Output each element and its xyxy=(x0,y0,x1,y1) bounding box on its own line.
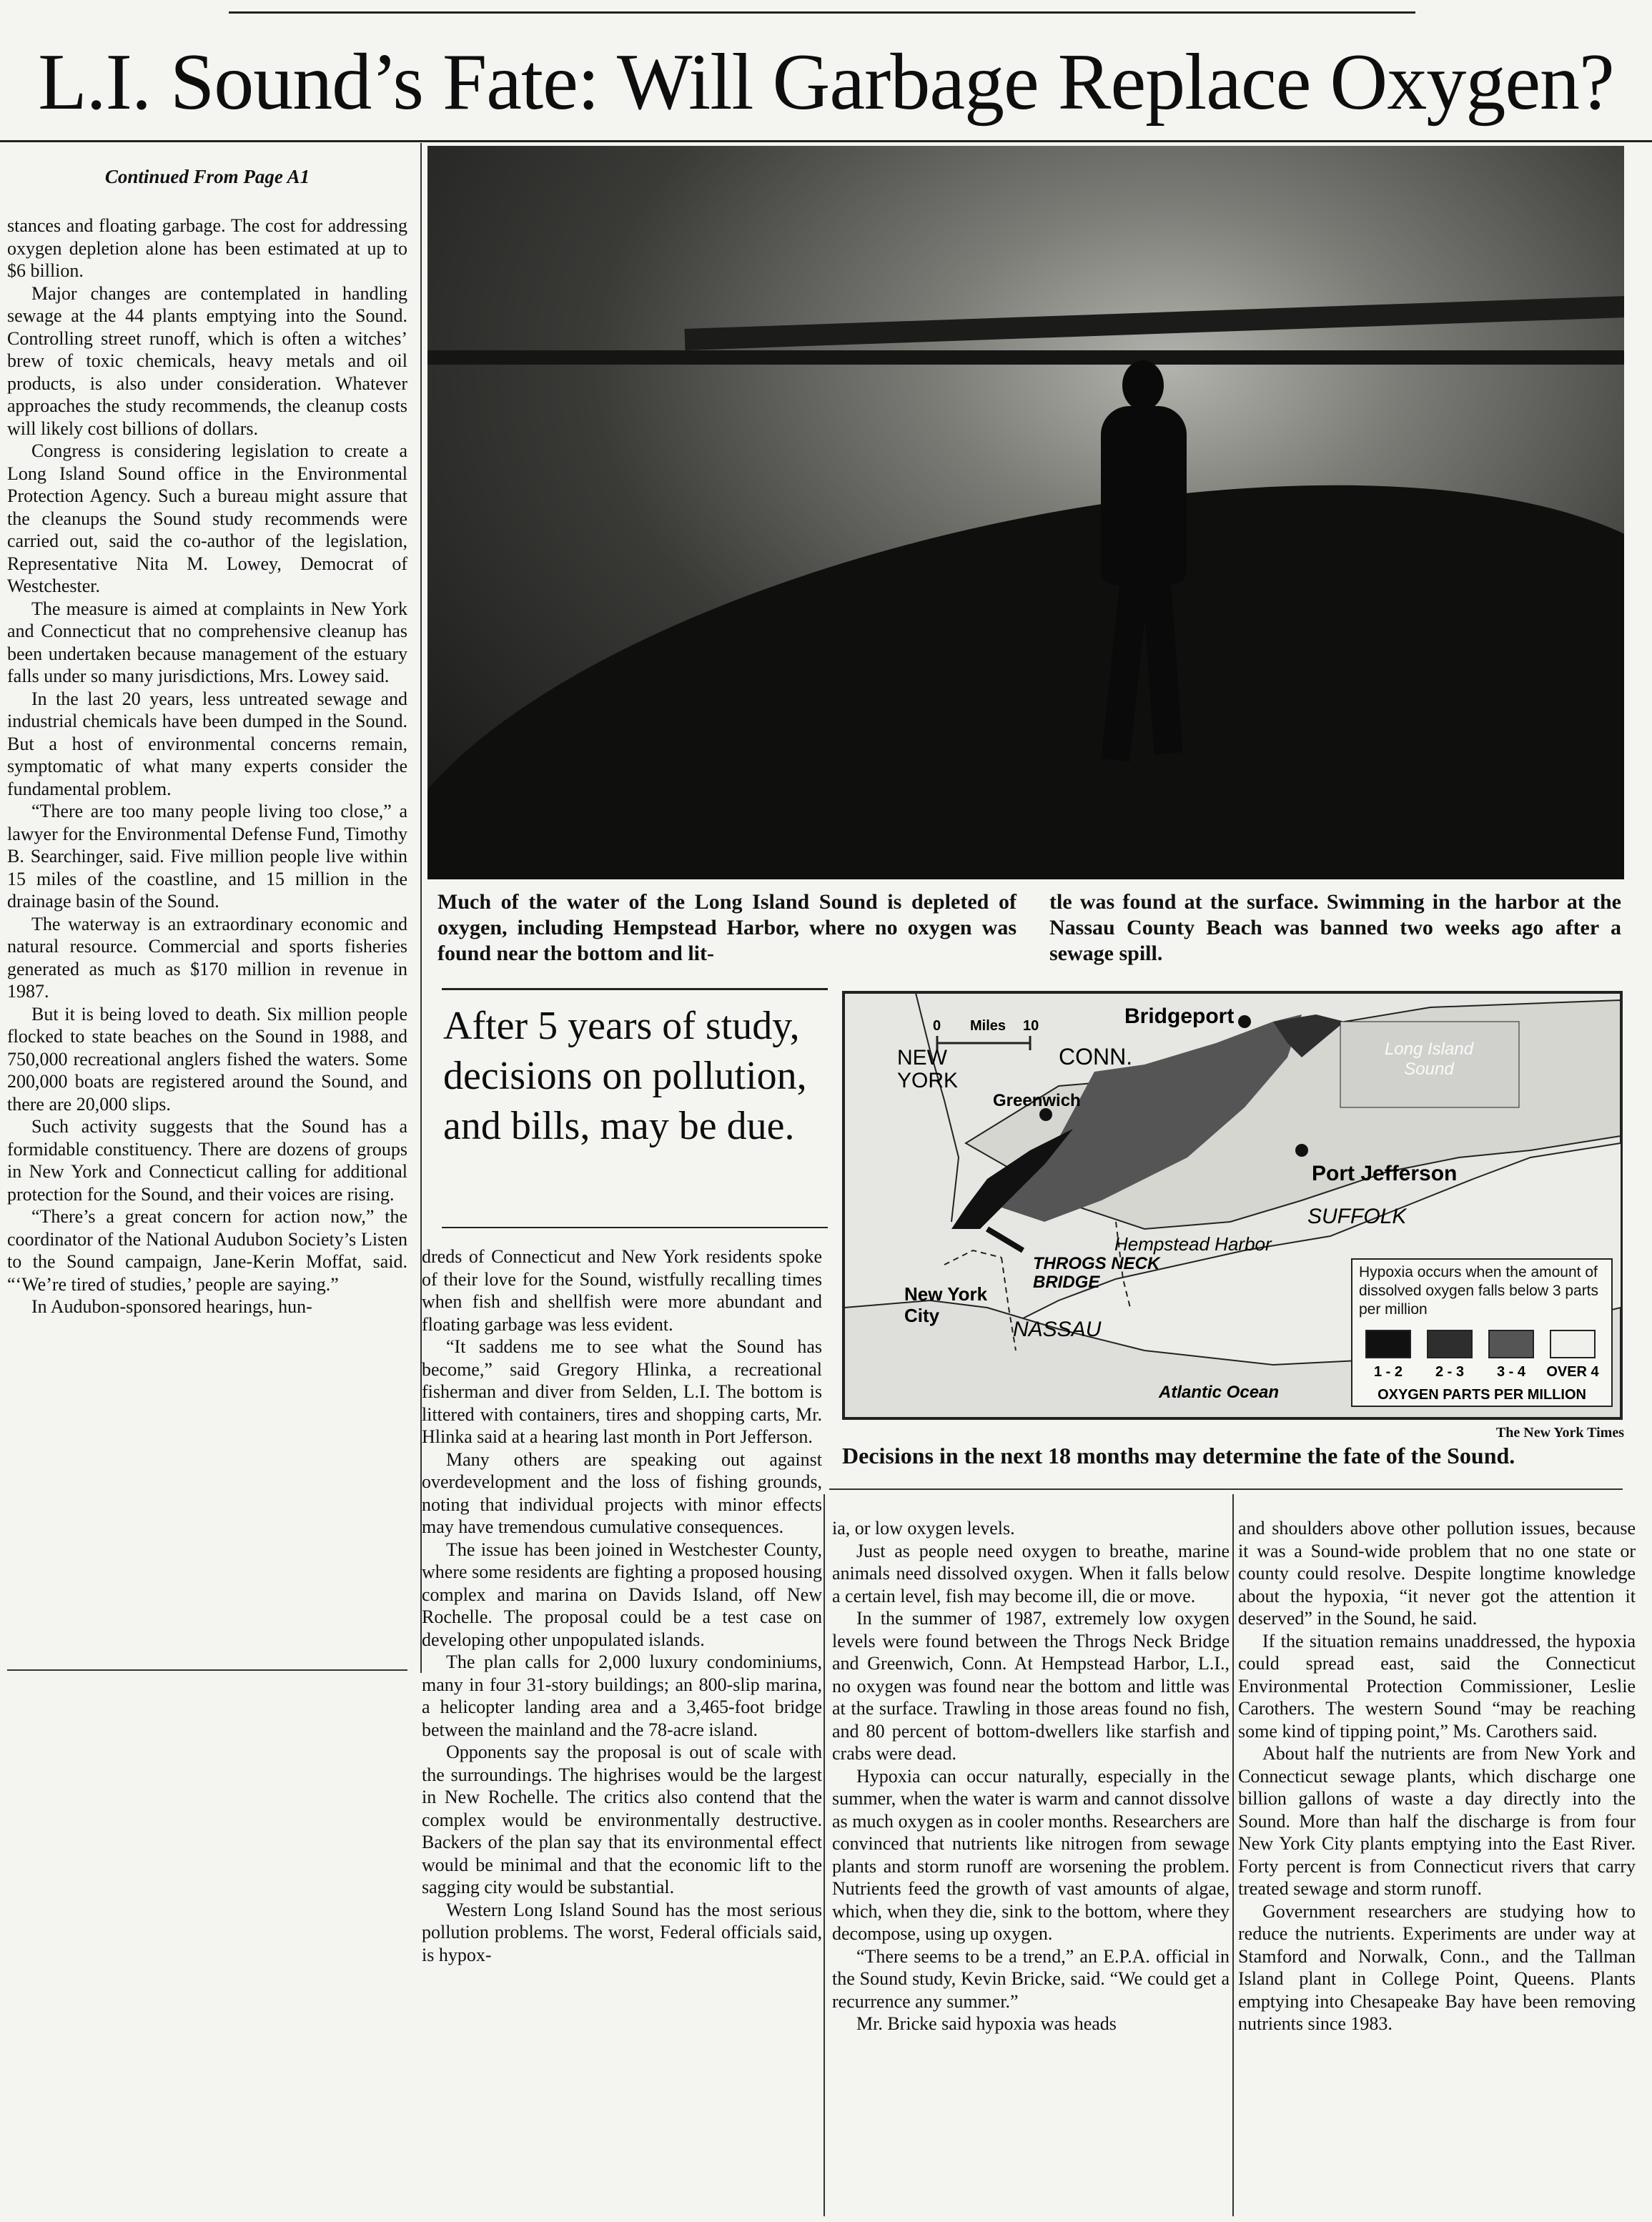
headline: L.I. Sound’s Fate: Will Garbage Replace Oxygen? xyxy=(38,38,1614,127)
pullquote-top-rule xyxy=(442,988,828,990)
photo-caption-right: tle was found at the surface. Swimming in the harbor at the Nassau County Beach was banned two weeks ago after a sewage spill. xyxy=(1049,890,1621,965)
column-rule-3 xyxy=(1232,1494,1234,2216)
legend-range-label: 2 - 3 xyxy=(1435,1364,1465,1380)
col3-p5: “There seems to be a trend,” an E.P.A. official in the Sound study, Kevin Bricke, said. “We could get a recurrence any summer.” xyxy=(832,1945,1230,2012)
map-scale-max: 10 xyxy=(1023,1018,1039,1034)
col1-p2: Major changes are contemplated in handling sewage at the 44 plants emptying into the Sound. Controlling street runoff, which is often a witches’ brew of toxic chemicals, heavy metals and oil products, is also under consideration. Whatever approaches the study recommends, the cleanup costs will likely cost billions of dollars. xyxy=(7,282,407,439)
col2-p4: The issue has been joined in Westchester County, where some residents are fighting a proposed housing complex and marina on Davids Island, off New Rochelle. The proposal could be a test case on developing other unpopulated islands. xyxy=(422,1539,822,1650)
col4-p3: About half the nutrients are from New York and Connecticut sewage plants, which discharge one billion gallons of waste a day directly into the Sound. More than half the discharge is from four New York City plants emptying into the East River. Forty percent is from Connecticut rivers that carry treated sewage and storm runoff. xyxy=(1238,1743,1636,1899)
map-scale-zero: 0 xyxy=(933,1018,941,1034)
col2-p3: Many others are speaking out against overdevelopment and the loss of fishing grounds, noting that individual projects with minor effects may have tremendous cumulative consequences. xyxy=(422,1448,822,1537)
col1-p3: Congress is considering legislation to create a Long Island Sound office in the Environmental Protection Agency. Such a bureau might assure that the cleanups the Sound study recommends were carried out, said the co-author of the legislation, Representative Nita M. Lowey, Democrat of Westchester. xyxy=(7,440,407,596)
map-label-new-york-city: New York City xyxy=(904,1283,988,1326)
legend-range-label: 1 - 2 xyxy=(1373,1364,1403,1380)
map-label-port-jefferson: Port Jefferson xyxy=(1312,1162,1458,1185)
beach-photo xyxy=(427,146,1624,879)
col2-p5: The plan calls for 2,000 luxury condominiums, many in four 31-story buildings; an 800-slip marina, a helicopter landing area and a 3,465-foot bridge between the mainland and the 78-acre island. xyxy=(422,1651,822,1740)
photo-horizon xyxy=(427,350,1624,365)
map-label-greenwich: Greenwich xyxy=(993,1091,1081,1110)
map-label-atlantic: Atlantic Ocean xyxy=(1159,1383,1280,1402)
col4-p4: Government researchers are studying how to reduce the nutrients. Experiments are under way at Stamford and Norwalk, Conn., and the Tallman Island plant in College Point, Queens. Plants emptying into Chesapeake Bay have been removing nutrients since 1983. xyxy=(1238,1900,1636,2034)
headline-rule xyxy=(0,140,1652,142)
legend-swatch xyxy=(1366,1330,1410,1358)
col3-p6: Mr. Bricke said hypoxia was heads xyxy=(856,2013,1117,2034)
map-label-long-island-sound: Long Island Sound xyxy=(1384,1040,1474,1079)
legend-swatch xyxy=(1428,1330,1472,1358)
hypoxia-map xyxy=(842,991,1623,1420)
pullquote: After 5 years of study, decisions on pollution, and bills, may be due. xyxy=(443,1004,807,1148)
article-column-4 xyxy=(1238,1517,1636,2035)
legend-swatch xyxy=(1550,1330,1595,1358)
photo-beach xyxy=(427,382,1624,879)
col1-p1: stances and floating garbage. The cost for addressing oxygen depletion alone has been estimated at up to $6 billion. xyxy=(7,215,407,281)
legend-unit: OXYGEN PARTS PER MILLION xyxy=(1378,1387,1586,1403)
column-rule-2 xyxy=(823,1494,825,2216)
map-label-hempstead-harbor: Hempstead Harbor xyxy=(1114,1233,1272,1255)
map-label-throgs-neck: THROGS NECK BRIDGE xyxy=(1033,1254,1160,1292)
photo-pier xyxy=(684,288,1624,350)
col1-p7: The waterway is an extraordinary economic and natural resource. Commercial and sports fisheries generated as much as $170 million in revenue in 1987. xyxy=(7,913,407,1002)
pullquote-bottom-rule xyxy=(442,1227,828,1228)
article-column-3 xyxy=(832,1517,1230,2035)
article-column-1 xyxy=(7,214,407,1318)
col2-p7: Western Long Island Sound has the most serious pollution problems. The worst, Federal officials said, is hypox- xyxy=(422,1899,822,1965)
legend-title: Hypoxia occurs when the amount of dissolved oxygen falls below 3 parts per million xyxy=(1359,1264,1599,1318)
map-legend xyxy=(1352,1259,1612,1406)
continued-from-label: Continued From Page A1 xyxy=(104,166,310,187)
legend-swatch xyxy=(1489,1330,1533,1358)
column-1-end-rule xyxy=(7,1669,407,1671)
photo-credit: The New York Times xyxy=(1495,1425,1624,1441)
col3-p4: Hypoxia can occur naturally, especially in the summer, when the water is warm and cannot dissolve as much oxygen as in cooler months. Researchers are convinced that nutrients like nitrogen from sewage plants and storm runoff are worsening the problem. Nutrients feed the growth of vast amounts of algae, which, when they die, sink to the bottom, where they decompose, using up oxygen. xyxy=(832,1765,1230,1944)
col1-p10: “There’s a great concern for action now,” the coordinator of the National Audubon Society’s Listen to the Sound campaign, Jane-Kerin Moffat, said. “‘We’re tired of studies,’ people are saying.” xyxy=(7,1206,407,1295)
col2-p6: Opponents say the proposal is out of scale with the surroundings. The highrises would be the largest in New Rochelle. The critics also contend that the complex would be environmentally destructive. Backers of the plan say that its environmental effect would be minimal and that the economic lift to the sagging city would be substantial. xyxy=(422,1742,822,1897)
col4-p1: and shoulders above other pollution issues, because it was a Sound-wide problem that no one state or county could resolve. Despite longtime knowledge about the hypoxia, “it never got the attention it deserved” in the Sound, he said. xyxy=(1238,1518,1636,1629)
photo-walking-figure xyxy=(1092,360,1192,761)
col1-p8: But it is being loved to death. Six million people flocked to state beaches on the Sound in 1988, and 750,000 recreational anglers fished the waters. Some 200,000 boats are registered around the Sound, and there are 20,000 slips. xyxy=(7,1003,407,1115)
top-rule xyxy=(229,11,1415,14)
map-label-suffolk: SUFFOLK xyxy=(1307,1205,1407,1228)
article-column-2 xyxy=(422,1245,822,1966)
col3-p3: In the summer of 1987, extremely low oxygen levels were found between the Throgs Neck Bridge and Greenwich, Conn. At Hempstead Harbor, L.I., no oxygen was found near the bottom and little was at the surface. Trawling in those areas found no fish, and 80 percent of bottom-dwellers like starfish and crabs were dead. xyxy=(832,1608,1230,1764)
map-label-bridgeport: Bridgeport xyxy=(1124,1004,1235,1028)
legend-range-label: 3 - 4 xyxy=(1496,1364,1526,1380)
map-label-conn: CONN. xyxy=(1059,1044,1133,1070)
map-label-nassau: NASSAU xyxy=(1013,1318,1102,1341)
col4-p2: If the situation remains unaddressed, the hypoxia could spread east, said the Connecticut Environmental Protection Commissioner, Leslie Carothers. The western Sound “may be reaching some kind of tipping point,” Ms. Carothers said. xyxy=(1238,1630,1636,1742)
col1-p5: In the last 20 years, less untreated sewage and industrial chemicals have been dumped in the Sound. But a host of environmental concerns remain, symptomatic of what many experts consider the fundamental problem. xyxy=(7,688,407,799)
col1-p4: The measure is aimed at complaints in New York and Connecticut that no comprehensive cleanup has been undertaken because management of the estuary falls under so many jurisdictions, Mrs. Lowey said. xyxy=(7,598,407,686)
map-caption: Decisions in the next 18 months may determine the fate of the Sound. xyxy=(842,1443,1515,1468)
col1-p6: “There are too many people living too close,” a lawyer for the Environmental Defense Fund, Timothy B. Searchinger, said. Five million people live within 15 miles of the coastline, and 15 million in the drainage basin of the Sound. xyxy=(7,801,407,912)
lower-section-rule xyxy=(829,1488,1623,1490)
col1-p11: In Audubon-sponsored hearings, hun- xyxy=(31,1296,312,1317)
col3-p2: Just as people need oxygen to breathe, marine animals need dissolved oxygen. When it falls below a certain level, fish may become ill, die or move. xyxy=(832,1540,1230,1606)
legend-range-label: OVER 4 xyxy=(1546,1364,1599,1380)
col3-p1: ia, or low oxygen levels. xyxy=(832,1518,1015,1539)
col2-p1: dreds of Connecticut and New York residents spoke of their love for the Sound, wistfully recalling times when fish and shellfish were more abundant and floating garbage was less evident. xyxy=(422,1246,822,1335)
map-scale-label: Miles xyxy=(970,1018,1006,1034)
photo-caption-left: Much of the water of the Long Island Sound is depleted of oxygen, including Hempstead Harbor, where no oxygen was found near the bottom and lit- xyxy=(437,890,1017,965)
map-graphic xyxy=(844,993,1621,1418)
map-label-new-york: NEW YORK xyxy=(897,1046,959,1092)
col1-p9: Such activity suggests that the Sound has a formidable constituency. There are dozens of groups in New York and Connecticut calling for additional protection for the Sound, and their voices are rising. xyxy=(7,1116,407,1205)
col2-p2: “It saddens me to see what the Sound has become,” said Gregory Hlinka, a recreational fisherman and diver from Selden, L.I. The bottom is littered with containers, tires and shopping carts, Mr. Hlinka said at a hearing last month in Port Jefferson. xyxy=(422,1336,822,1447)
